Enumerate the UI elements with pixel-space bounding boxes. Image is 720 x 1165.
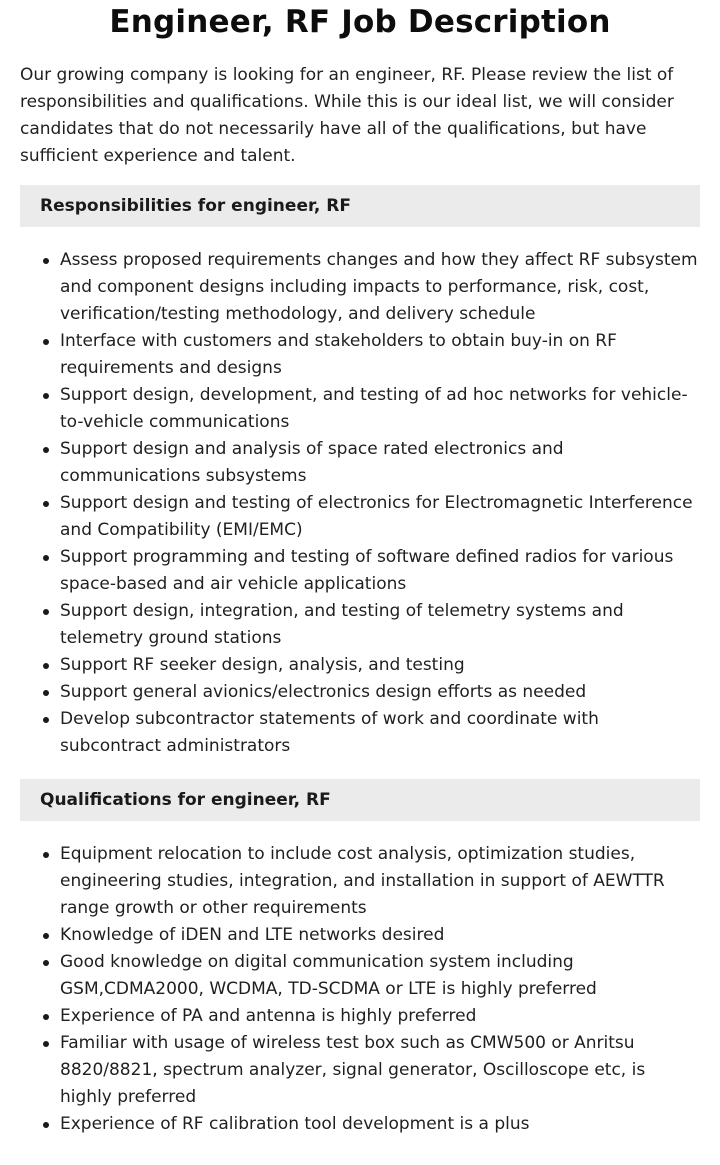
responsibility-item: Support design and analysis of space rated electronics and communications subsystems [60, 436, 700, 490]
qualifications-header: Qualifications for engineer, RF [20, 779, 700, 821]
responsibility-item: Develop subcontractor statements of work and coordinate with subcontract administrators [60, 706, 700, 760]
responsibility-item: Support design, development, and testing of ad hoc networks for vehicle-to-vehicle communications [60, 382, 700, 436]
qualifications-list [20, 841, 700, 1138]
section-spacer [20, 760, 700, 764]
responsibilities-list [20, 247, 700, 760]
qualification-item: Good knowledge on digital communication system including GSM,CDMA2000, WCDMA, TD-SCDMA or LTE is highly preferred [60, 949, 700, 1003]
qualification-item: Familiar with usage of wireless test box such as CMW500 or Anritsu 8820/8821, spectrum analyzer, signal generator, Oscilloscope etc, is highly preferred [60, 1030, 700, 1111]
responsibility-item: Interface with customers and stakeholders to obtain buy-in on RF requirements and designs [60, 328, 700, 382]
responsibility-item: Assess proposed requirements changes and how they affect RF subsystem and component designs including impacts to performance, risk, cost, verification/testing methodology, and delivery schedule [60, 247, 700, 328]
page-title: Engineer, RF Job Description [109, 4, 611, 40]
qualification-item: Equipment relocation to include cost analysis, optimization studies, engineering studies, integration, and installation in support of AEWTTR range growth or other requirements [60, 841, 700, 922]
qualification-item: Knowledge of iDEN and LTE networks desired [60, 922, 700, 949]
responsibility-item: Support design, integration, and testing of telemetry systems and telemetry ground stations [60, 598, 700, 652]
qualification-item: Experience of RF calibration tool development is a plus [60, 1111, 700, 1138]
responsibility-item: Support RF seeker design, analysis, and testing [60, 652, 700, 679]
responsibility-item: Support programming and testing of software defined radios for various space-based and air vehicle applications [60, 544, 700, 598]
responsibilities-header: Responsibilities for engineer, RF [20, 185, 700, 227]
intro-paragraph: Our growing company is looking for an engineer, RF. Please review the list of responsibilities and qualifications. While this is our ideal list, we will consider candidates that do not necessarily have all of the qualifications, but have sufficient experience and talent. [20, 65, 674, 166]
qualification-item: Experience of PA and antenna is highly preferred [60, 1003, 700, 1030]
responsibility-item: Support design and testing of electronics for Electromagnetic Interference and Compatibility (EMI/EMC) [60, 490, 700, 544]
responsibility-item: Support general avionics/electronics design efforts as needed [60, 679, 700, 706]
